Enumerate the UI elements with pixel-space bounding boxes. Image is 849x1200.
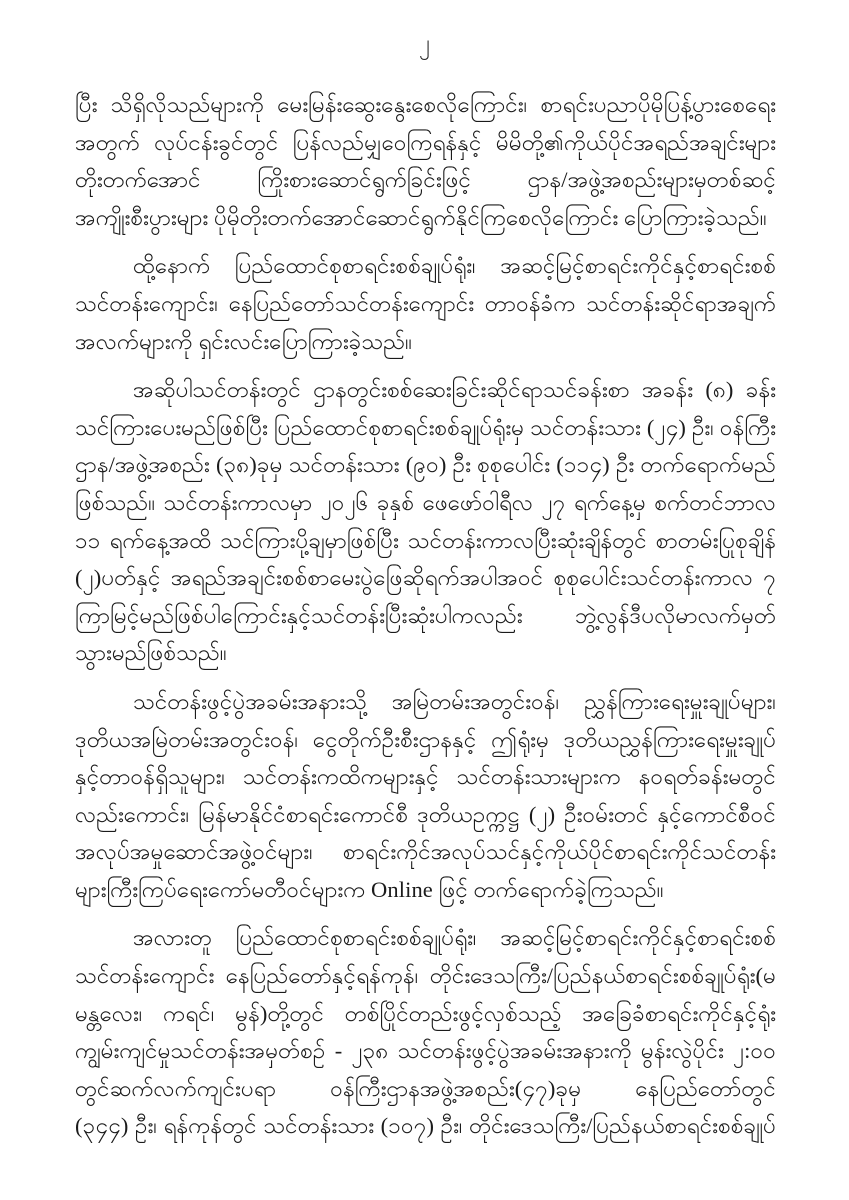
text-line: ဖြစ်သည်။ သင်တန်းကာလမှာ ၂၀၂၆ ခုနှစ် ဖေဖော်ဝါရီလ ၂၇ ရက်နေ့မှ စက်တင်ဘာလ xyxy=(75,489,776,515)
paragraph xyxy=(75,919,776,1145)
text-line: လည်းကောင်း၊ မြန်မာနိုင်ငံစာရင်းကောင်စီ ဒုတိယဥက္ကဋ္ဌ (၂) ဦးဝမ်းတင် နှင့်ကောင်စီဝင် xyxy=(75,801,776,827)
text-line: သင်တန်းကျောင်း နေပြည်တော်နှင့်ရန်ကုန်၊ တိုင်းဒေသကြီး/ပြည်နယ်စာရင်းစစ်ချုပ်ရုံး(မ xyxy=(75,963,776,989)
text-line: တိုးတက်အောင် ကြိုးစားဆောင်ရွက်ခြင်းဖြင့် ဌာန/အဖွဲ့အစည်းများမှတစ်ဆင့် xyxy=(75,167,776,193)
paragraph xyxy=(75,683,776,909)
text-line: အကျိုးစီးပွားများ ပိုမိုတိုးတက်အောင်ဆောင်ရွက်နိုင်ကြစေလိုကြောင်း ပြောကြားခဲ့သည်။ xyxy=(75,204,767,230)
text-line: သင်တန်းကျောင်း၊ နေပြည်တော်သင်တန်းကျောင်း တာဝန်ခံက သင်တန်းဆိုင်ရာအချက် xyxy=(75,290,776,316)
text-line: တွင်ဆက်လက်ကျင်းပရာ ဝန်ကြီးဌာနအဖွဲ့အစည်း(၄၇)ခုမှ နေပြည်တော်တွင် xyxy=(75,1075,776,1101)
text-line: (၂)ပတ်နှင့် အရည်အချင်းစစ်စာမေးပွဲဖြေဆိုရက်အပါအဝင် စုစုပေါင်းသင်တန်းကာလ ၇ xyxy=(75,565,776,591)
text-line: ထို့နောက် ပြည်ထောင်စုစာရင်းစစ်ချုပ်ရုံး၊ အဆင့်မြင့်စာရင်းကိုင်နှင့်စာရင်းစစ် xyxy=(133,253,776,279)
text-line: သင်ကြားပေးမည်ဖြစ်ပြီး ပြည်ထောင်စုစာရင်းစစ်ချုပ်ရုံးမှ သင်တန်းသား (၂၄) ဦး၊ ဝန်ကြီး xyxy=(75,414,776,440)
text-line: အလားတူ ပြည်ထောင်စုစာရင်းစစ်ချုပ်ရုံး၊ အဆင့်မြင့်စာရင်းကိုင်နှင့်စာရင်းစစ် xyxy=(133,925,776,951)
text-line: (၃၄၄) ဦး၊ ရန်ကုန်တွင် သင်တန်းသား (၁၀၇) ဦး၊ တိုင်းဒေသကြီး/ပြည်နယ်စာရင်းစစ်ချုပ် xyxy=(75,1113,776,1139)
text-line: မန္တလေး၊ ကရင်၊ မွန်)တို့တွင် တစ်ပြိုင်တည်းဖွင့်လှစ်သည့် အခြေခံစာရင်းကိုင်နှင့်ရုံး xyxy=(75,1000,776,1026)
text-line: အဆိုပါသင်တန်းတွင် ဌာနတွင်းစစ်ဆေးခြင်းဆိုင်ရာသင်ခန်းစာ အခန်း (၈) ခန်း xyxy=(133,377,776,403)
text-line: ပြီး သိရှိလိုသည်များကို မေးမြန်းဆွေးနွေးစေလိုကြောင်း၊ စာရင်းပညာပိုမိုပြန့်ပွားစေရေး xyxy=(75,92,776,117)
paragraph xyxy=(75,247,776,360)
text-line: အတွက် လုပ်ငန်းခွင်တွင် ပြန်လည်မျှဝေကြရန်နှင့် မိမိတို့၏ကိုယ်ပိုင်အရည်အချင်းများ xyxy=(75,129,776,155)
paragraph xyxy=(75,86,776,236)
text-line: သင်တန်းဖွင့်ပွဲအခမ်းအနားသို့ အမြဲတမ်းအတွင်းဝန်၊ ညွှန်ကြားရေးမှူးချုပ်များ၊ xyxy=(133,688,776,714)
text-line: ကြာမြင့်မည်ဖြစ်ပါကြောင်းနှင့်သင်တန်းပြီးဆုံးပါကလည်း ဘွဲ့လွန်ဒီပလိုမာလက်မှတ် xyxy=(75,602,776,628)
text-line: များကြီးကြပ်ရေးကော်မတီဝင်များက Online ဖြင့် တက်ရောက်ခဲ့ကြသည်။ xyxy=(75,876,664,902)
page-number: ၂ xyxy=(419,30,430,55)
paragraph xyxy=(75,371,776,672)
text-line: သွားမည်ဖြစ်သည်။ xyxy=(75,640,227,666)
text-line: နှင့်တာဝန်ရှိသူများ၊ သင်တန်းကထိကများနှင့် သင်တန်းသားများက နဝရတ်ခန်းမတွင် xyxy=(75,764,776,790)
text-line: အလုပ်အမှုဆောင်အဖွဲ့ဝင်များ၊ စာရင်းကိုင်အလုပ်သင်နှင့်ကိုယ်ပိုင်စာရင်းကိုင်သင်တန်း xyxy=(75,839,776,865)
text-line: ၁၁ ရက်နေ့အထိ သင်ကြားပို့ချမှာဖြစ်ပြီး သင်တန်းကာလပြီးဆုံးချိန်တွင် စာတမ်းပြုစုချိန် xyxy=(75,527,776,553)
text-line: ဒုတိယအမြဲတမ်းအတွင်းဝန်၊ ငွေတိုက်ဦးစီးဌာနနှင့် ဤရုံးမှ ဒုတိယညွှန်ကြားရေးမှူးချုပ် xyxy=(75,726,776,752)
text-line: အလက်များကို ရှင်းလင်းပြောကြားခဲ့သည်။ xyxy=(75,328,413,354)
document-body xyxy=(75,86,776,1145)
text-line: ဌာန/အဖွဲ့အစည်း (၃၈)ခုမှ သင်တန်းသား (၉၀) ဦး စုစုပေါင်း (၁၁၄) ဦး တက်ရောက်မည် xyxy=(75,452,776,478)
text-line: ကျွမ်းကျင်မှုသင်တန်းအမှတ်စဉ် - ၂၃၈ သင်တန်းဖွင့်ပွဲအခမ်းအနားကို မွန်းလွဲပိုင်း ၂:၀၀ xyxy=(75,1038,776,1064)
